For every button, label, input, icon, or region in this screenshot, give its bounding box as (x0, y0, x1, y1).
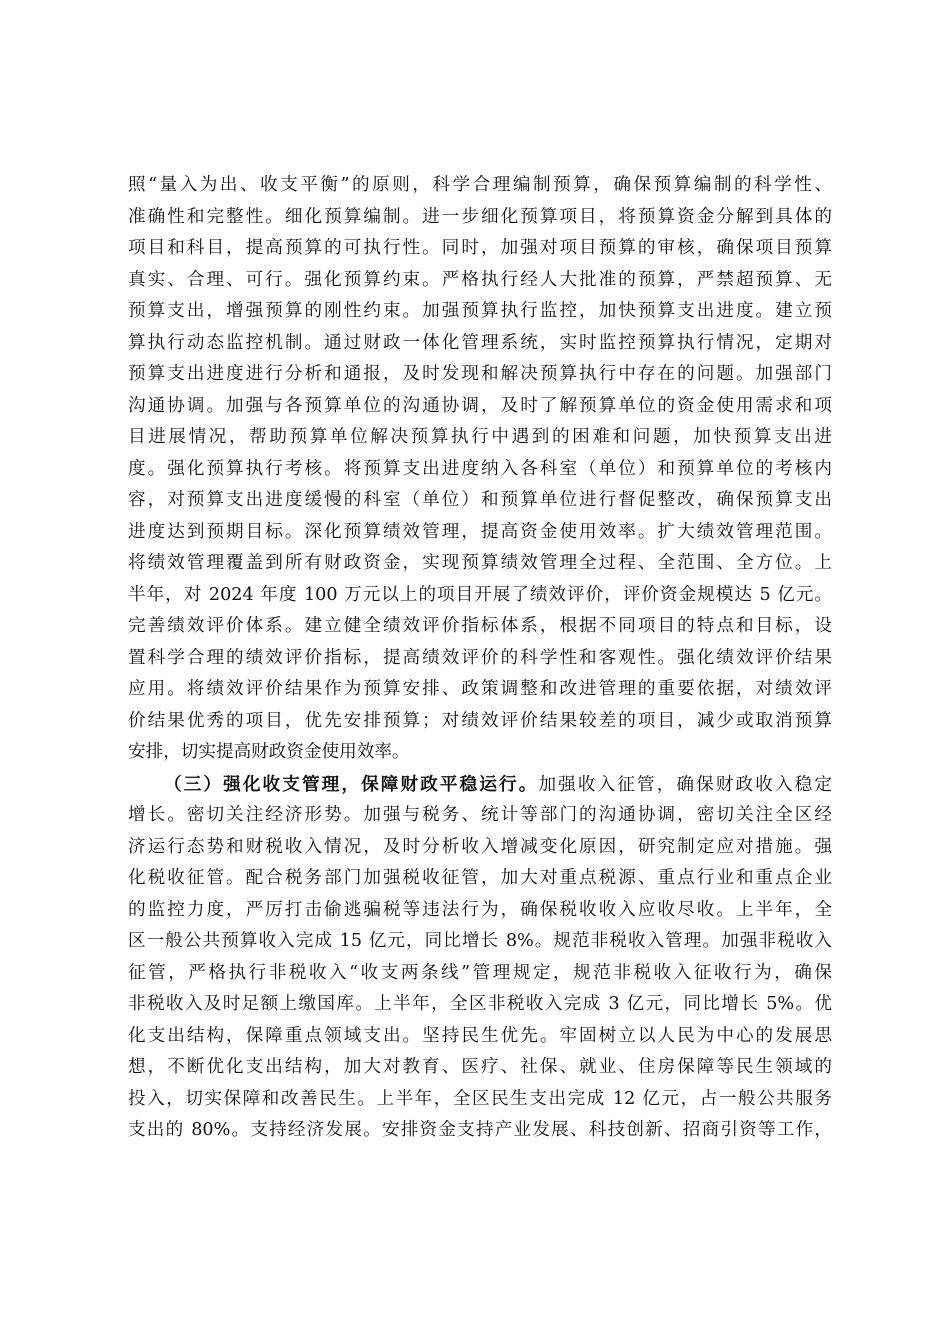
paragraph-section3-first-line (128, 769, 832, 801)
text-line: 价结果优秀的项目，优先安排预算；对绩效评价结果较差的项目，减少或取消预算 (128, 710, 832, 731)
text-line: 化支出结构，保障重点领域支出。坚持民生优先。牢固树立以人民为中心的发展思 (128, 1025, 832, 1046)
text-line: 置科学合理的绩效评价指标，提高绩效评价的科学性和客观性。强化绩效评价结果 (128, 647, 832, 668)
text-line: 进度达到预期目标。深化预算绩效管理，提高资金使用效率。扩大绩效管理范围。 (128, 521, 832, 542)
text-line: 征管，严格执行非税收入“收支两条线”管理规定，规范非税收入征收行为，确保 (128, 962, 832, 983)
text-line: 非税收入及时足额上缴国库。上半年，全区非税收入完成 3 亿元，同比增长 5%。优 (128, 994, 832, 1014)
text-line: 增长。密切关注经济形势。加强与税务、统计等部门的沟通协调，密切关注全区经 (128, 805, 832, 825)
body-text (128, 170, 832, 1147)
paragraph-budget-management (128, 170, 832, 769)
text-line: 照“量入为出、收支平衡”的原则，科学合理编制预算，确保预算编制的科学性、 (128, 175, 832, 195)
text-line: 沟通协调。加强与各预算单位的沟通协调，及时了解预算单位的资金使用需求和项 (128, 395, 832, 416)
text-line: 的监控力度，严厉打击偷逃骗税等违法行为，确保税收收入应收尽收。上半年，全 (128, 899, 832, 920)
text-line: 项目和科目，提高预算的可执行性。同时，加强对项目预算的审核，确保项目预算 (128, 238, 832, 258)
paragraph-section3-body (128, 800, 832, 1147)
text-line: 将绩效管理覆盖到所有财政资金，实现预算绩效管理全过程、全范围、全方位。上 (128, 553, 832, 573)
text-line: 算执行动态监控机制。通过财政一体化管理系统，实时监控预算执行情况，定期对 (128, 332, 832, 353)
text-line: 化税收征管。配合税务部门加强税收征管，加大对重点税源、重点行业和重点企业 (128, 868, 832, 888)
text-line: 半年，对 2024 年度 100 万元以上的项目开展了绩效评价，评价资金规模达 5 亿元。 (128, 584, 832, 605)
text-line: 准确性和完整性。细化预算编制。进一步细化预算项目，将预算资金分解到具体的 (128, 206, 832, 227)
text-line: 预算支出，增强预算的刚性约束。加强预算执行监控，加快预算支出进度。建立预 (128, 301, 832, 321)
text-line: 完善绩效评价体系。建立健全绩效评价指标体系，根据不同项目的特点和目标，设 (128, 616, 832, 636)
text-line: 投入，切实保障和改善民生。上半年，全区民生支出完成 12 亿元，占一般公共服务 (128, 1088, 832, 1109)
text-line: 应用。将绩效评价结果作为预算安排、政策调整和改进管理的重要依据，对绩效评 (128, 679, 832, 699)
text-line: 预算支出进度进行分析和通报，及时发现和解决预算执行中存在的问题。加强部门 (128, 364, 832, 384)
text-line: 济运行态势和财税收入情况，及时分析收入增减变化原因，研究制定应对措施。强 (128, 836, 832, 857)
text-line: 目进展情况，帮助预算单位解决预算执行中遇到的困难和问题，加快预算支出进 (128, 427, 832, 447)
section3-intro-text: 加强收入征管，确保财政收入稳定 (538, 774, 832, 795)
text-line: 度。强化预算执行考核。将预算支出进度纳入各科室（单位）和预算单位的考核内 (128, 458, 832, 479)
text-line: 支出的 80%。支持经济发展。安排资金支持产业发展、科技创新、招商引资等工作， (128, 1120, 832, 1140)
text-line: 真实、合理、可行。强化预算约束。严格执行经人大批准的预算，严禁超预算、无 (128, 269, 832, 290)
section3-heading: （三）强化收支管理，保障财政平稳运行。 (164, 773, 539, 795)
text-line: 区一般公共预算收入完成 15 亿元，同比增长 8%。规范非税收入管理。加强非税收入 (128, 931, 832, 951)
text-line: 容，对预算支出进度缓慢的科室（单位）和预算单位进行督促整改，确保预算支出 (128, 490, 832, 510)
text-line: 安排，切实提高财政资金使用效率。 (128, 742, 410, 762)
text-line: 想，不断优化支出结构，加大对教育、医疗、社保、就业、住房保障等民生领域的 (128, 1057, 832, 1077)
